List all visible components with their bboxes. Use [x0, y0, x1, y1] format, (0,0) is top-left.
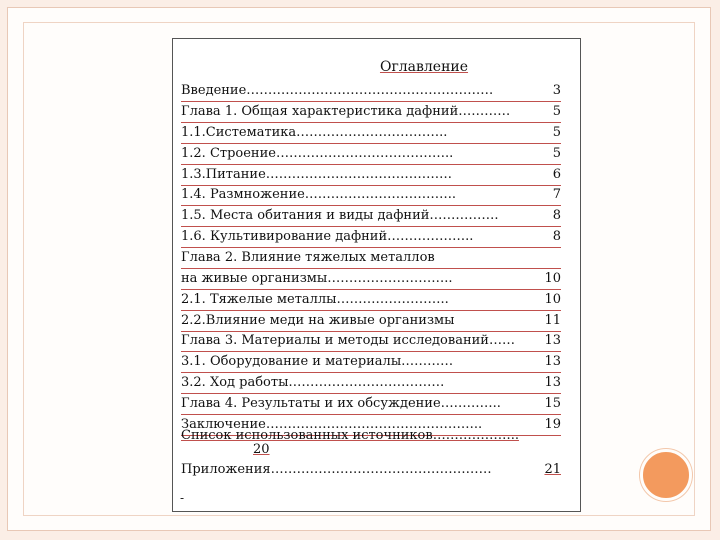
- toc-entry: [181, 81, 561, 102]
- toc-entry-text: 3.1. Оборудование и материалы…………: [181, 354, 454, 369]
- toc-entry-page: 13: [544, 375, 561, 390]
- toc-entry-text: 1.5. Места обитания и виды дафний…………….: [181, 208, 499, 223]
- toc-entry-page: 5: [552, 125, 561, 140]
- toc-entry-page: 20: [253, 442, 270, 457]
- toc-entry-text: 1.1.Систематика……………………………..: [181, 125, 448, 140]
- toc-entry: [181, 269, 561, 290]
- toc-entry: [181, 352, 561, 373]
- toc-entry-text: Введение…………………………………………………: [181, 83, 494, 98]
- toc-entry-text: 1.6. Культивирование дафний………………..: [181, 229, 474, 244]
- toc-entry-page: 19: [544, 417, 561, 432]
- toc-entry-text: 2.1. Тяжелые металлы……………………..: [181, 292, 449, 307]
- toc-entry-text: Глава 4. Результаты и их обсуждение…………..: [181, 396, 501, 411]
- decorative-circle: [640, 449, 692, 501]
- toc-entry-page: 5: [552, 104, 561, 119]
- toc-entry: [181, 394, 561, 415]
- toc-entry-page: 15: [544, 396, 561, 411]
- toc-entry: [181, 165, 561, 186]
- toc-entry-page: 11: [544, 313, 561, 328]
- toc-entry-text: 1.2. Строение…………………………………..: [181, 146, 454, 161]
- toc-entry-text: Список использованных источников………………..: [181, 428, 519, 443]
- toc-entry-page: 10: [544, 292, 561, 307]
- toc-entry: [181, 144, 561, 165]
- toc-entry-text: 1.4. Размножение……………………………..: [181, 187, 457, 202]
- toc-entry-text: Заключение…………………………………………..: [181, 417, 483, 432]
- toc-entry-text: 2.2.Влияние меди на живые организмы: [181, 313, 455, 328]
- toc-entry-text: 1.3.Питание…………………………………….: [181, 167, 452, 182]
- toc-entry-sources: [181, 429, 561, 459]
- toc-entry: [181, 373, 561, 394]
- toc-entry: [181, 227, 561, 248]
- toc-entry-text: Глава 1. Общая характеристика дафний…………: [181, 104, 511, 119]
- toc-entry-page: 10: [544, 271, 561, 286]
- toc-entry-page: 13: [544, 354, 561, 369]
- toc-title: Оглавление: [379, 59, 469, 75]
- toc-entry-page: 6: [552, 167, 561, 182]
- toc-entry-text: Глава 3. Материалы и методы исследований……: [181, 333, 515, 348]
- trailing-mark: -: [180, 491, 185, 505]
- toc-entry: [181, 311, 561, 332]
- document-page: [172, 38, 581, 512]
- toc-entry: [181, 460, 561, 480]
- toc-entry-page: 7: [552, 187, 561, 202]
- toc-entry: [181, 331, 561, 352]
- toc-entry-text: на живые организмы………………………..: [181, 271, 453, 286]
- toc-entry: [181, 206, 561, 227]
- toc-entry: [181, 123, 561, 144]
- toc-entry: [181, 185, 561, 206]
- toc-entry-page: 8: [552, 229, 561, 244]
- toc-entry-page: 13: [544, 333, 561, 348]
- toc-entry-text: 3.2. Ход работы………………………………: [181, 375, 445, 390]
- toc-entry-text: Глава 2. Влияние тяжелых металлов: [181, 250, 435, 265]
- toc-entry-page: 8: [552, 208, 561, 223]
- toc-entry: [181, 290, 561, 311]
- toc-entry: [181, 248, 561, 269]
- toc-entry-page: 21: [544, 462, 561, 477]
- toc-entry-text: Приложения……………………………………………: [181, 462, 492, 477]
- toc-entry: [181, 102, 561, 123]
- toc-entry-page: 5: [552, 146, 561, 161]
- toc-entry-page: 3: [552, 83, 561, 98]
